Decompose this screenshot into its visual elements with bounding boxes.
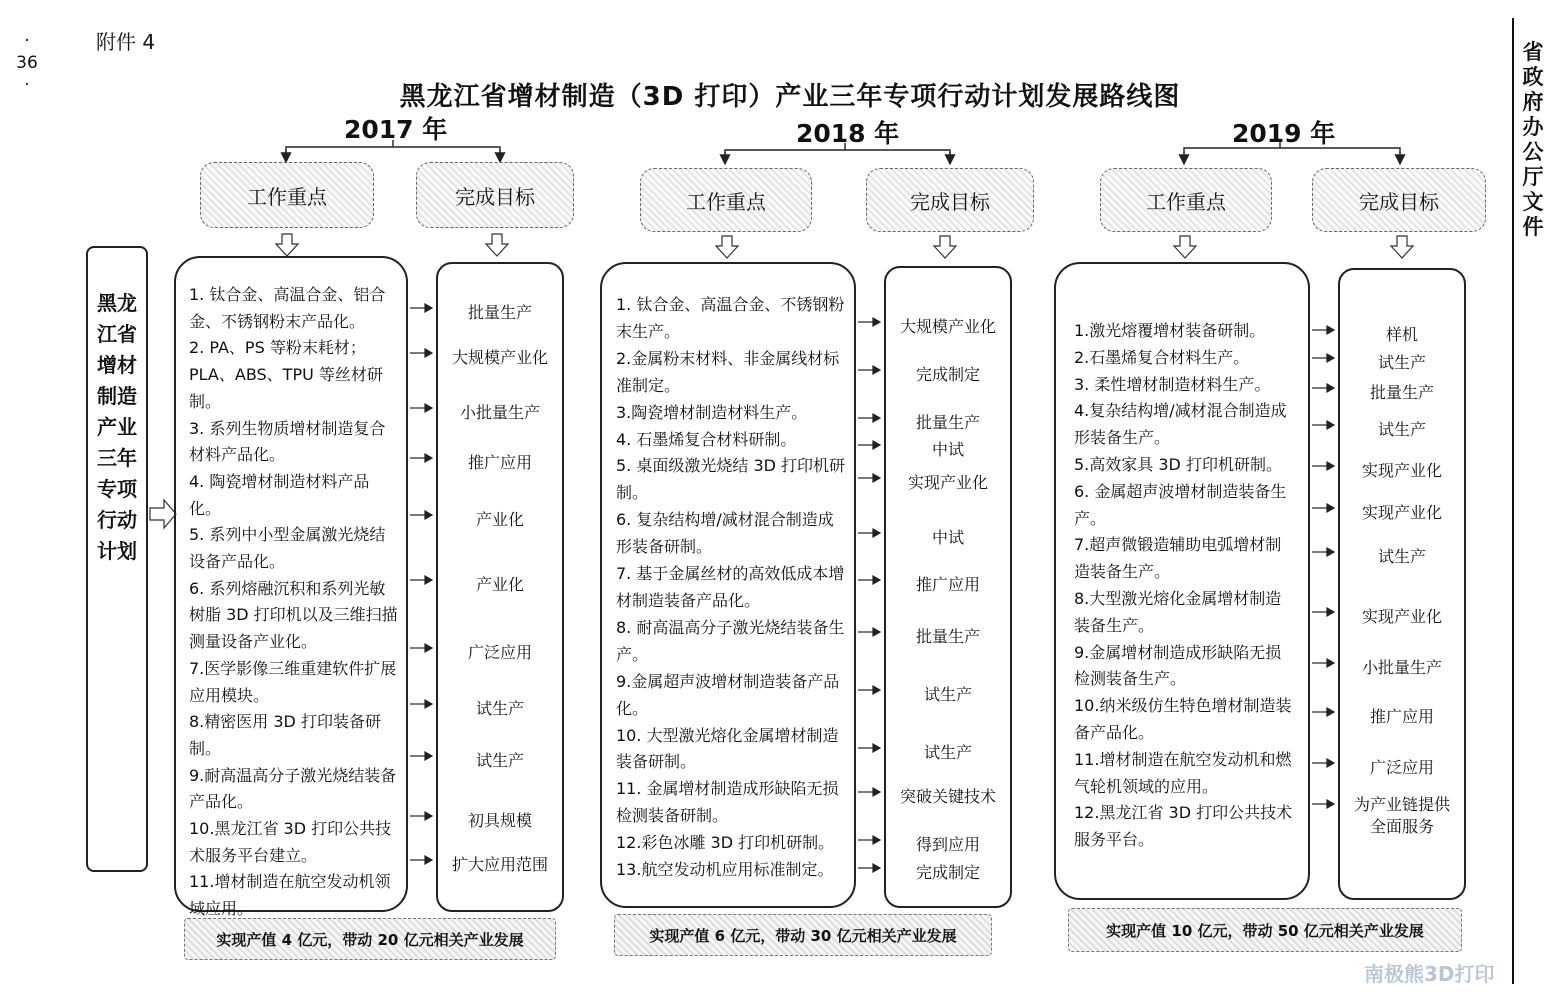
item-goal-arrowhead bbox=[873, 628, 880, 636]
goal-item: 批量生产 bbox=[467, 303, 532, 322]
year-label-2018: 2018 年 bbox=[796, 119, 900, 148]
goal-item: 推广应用 bbox=[1369, 707, 1434, 726]
item-goal-arrowhead bbox=[1327, 504, 1334, 512]
work-item: 11.增材制造在航空发动机和燃气轮机领域的应用。 bbox=[1074, 749, 1292, 796]
goal-item: 为产业链提供全面服务 bbox=[1353, 795, 1450, 836]
goal-item: 批量生产 bbox=[1369, 383, 1434, 402]
goal-item: 试生产 bbox=[475, 699, 524, 718]
work-item: 4. 石墨烯复合材料研制。 bbox=[616, 429, 797, 449]
work-focus-header-2019: 工作重点 bbox=[1100, 168, 1272, 232]
item-goal-arrowhead bbox=[873, 686, 880, 694]
item-goal-arrowhead bbox=[1327, 800, 1334, 808]
work-item: 9.耐高温高分子激光烧结装备产品化。 bbox=[189, 765, 397, 812]
item-goal-arrowhead bbox=[1327, 659, 1334, 667]
item-goal-arrowhead bbox=[425, 644, 432, 652]
work-item: 3.陶瓷增材制造材料生产。 bbox=[616, 402, 808, 422]
work-item: 3. 柔性增材制造材料生产。 bbox=[1074, 374, 1271, 394]
work-item: 4. 陶瓷增材制造材料产品化。 bbox=[189, 471, 370, 518]
item-goal-arrowhead bbox=[425, 856, 432, 864]
goal-item: 实现产业化 bbox=[1361, 461, 1442, 480]
plan-title-box: 黑龙江省增材制造产业三年专项行动计划 bbox=[86, 246, 148, 872]
item-goal-arrowhead bbox=[425, 454, 432, 462]
work-item: 13.航空发动机应用标准制定。 bbox=[616, 860, 834, 880]
work-item: 3. 系列生物质增材制造复合材料产品化。 bbox=[189, 418, 386, 465]
goal-item: 广泛应用 bbox=[467, 643, 532, 662]
work-item: 10. 大型激光熔化金属增材制造装备研制。 bbox=[616, 725, 839, 772]
goal-item: 得到应用 bbox=[915, 835, 980, 854]
goal-panel-2019 bbox=[1338, 268, 1466, 900]
goal-header-2019: 完成目标 bbox=[1312, 168, 1486, 232]
item-goal-arrowhead bbox=[1327, 354, 1334, 362]
goal-item: 产业化 bbox=[475, 510, 524, 529]
item-goal-arrowhead bbox=[1327, 708, 1334, 716]
item-goal-arrowhead bbox=[873, 474, 880, 482]
goal-item: 产业化 bbox=[475, 575, 524, 594]
work-item: 7.医学影像三维重建软件扩展应用模块。 bbox=[189, 658, 397, 705]
work-item: 7.超声微锻造辅助电弧增材制造装备生产。 bbox=[1074, 535, 1282, 582]
goal-panel-2018 bbox=[884, 266, 1012, 908]
work-item: 8.大型激光熔化金属增材制造装备生产。 bbox=[1074, 588, 1282, 635]
work-item: 1. 钛合金、高温合金、不锈钢粉末生产。 bbox=[616, 295, 845, 341]
goal-item: 试生产 bbox=[1377, 420, 1426, 439]
work-item: 11. 金属增材制造成形缺陷无损检测装备研制。 bbox=[616, 779, 839, 826]
work-item: 6. 系列熔融沉积和系列光敏树脂 3D 打印机以及三维扫描测量设备产业化。 bbox=[189, 578, 398, 652]
watermark: 南极熊3D打印 bbox=[1364, 962, 1495, 986]
work-item: 1. 钛合金、高温合金、铝合金、不锈钢粉末产品化。 bbox=[189, 285, 386, 331]
item-goal-arrowhead bbox=[1327, 384, 1334, 392]
work-item: 2. PA、PS 等粉末耗材；PLA、ABS、TPU 等丝材研制。 bbox=[189, 338, 383, 411]
goal-item: 大规模产业化 bbox=[451, 348, 548, 367]
goal-item: 试生产 bbox=[475, 751, 524, 770]
work-item: 7. 基于金属丝材的高效低成本增材制造装备产品化。 bbox=[616, 564, 845, 610]
goal-item: 试生产 bbox=[923, 743, 972, 762]
page-number: · 36 · bbox=[16, 31, 38, 95]
goal-item: 突破关键技术 bbox=[899, 787, 996, 806]
work-item: 6. 复杂结构增/减材混合制造成形装备研制。 bbox=[616, 510, 834, 557]
item-goal-arrowhead bbox=[873, 414, 880, 422]
item-goal-arrowhead bbox=[1327, 548, 1334, 556]
goal-item: 批量生产 bbox=[915, 413, 980, 432]
work-item: 2.金属粉末材料、非金属线材标准制定。 bbox=[616, 348, 840, 395]
work-item: 8.精密医用 3D 打印装备研制。 bbox=[189, 712, 381, 758]
goal-item: 批量生产 bbox=[915, 627, 980, 646]
year-label-2017: 2017 年 bbox=[344, 115, 448, 144]
work-focus-header-2017: 工作重点 bbox=[200, 162, 374, 228]
year-bracket-2018 bbox=[725, 150, 950, 158]
work-item: 5. 系列中小型金属激光烧结设备产品化。 bbox=[189, 525, 386, 572]
item-goal-arrowhead bbox=[873, 529, 880, 537]
work-item: 5. 桌面级激光烧结 3D 打印机研制。 bbox=[616, 456, 846, 503]
goal-item: 推广应用 bbox=[467, 453, 532, 472]
item-goal-arrowhead bbox=[873, 576, 880, 584]
attachment-label: 附件 4 bbox=[96, 30, 156, 54]
summary-2018: 实现产值 6 亿元，带动 30 亿元相关产业发展 bbox=[614, 914, 992, 956]
work-item: 1.激光熔覆增材装备研制。 bbox=[1074, 321, 1266, 340]
work-item: 9.金属超声波增材制造装备产品化。 bbox=[616, 671, 840, 718]
goal-item: 完成制定 bbox=[915, 365, 980, 384]
work-panel-2018 bbox=[600, 262, 856, 908]
goal-header-2017: 完成目标 bbox=[416, 162, 574, 228]
goal-item: 推广应用 bbox=[915, 575, 980, 594]
work-panel-2017 bbox=[174, 256, 408, 919]
page-title: 黑龙江省增材制造（3D 打印）产业三年专项行动计划发展路线图 bbox=[399, 82, 1181, 112]
item-goal-arrowhead bbox=[425, 812, 432, 820]
work-item: 11.增材制造在航空发动机领域应用。 bbox=[189, 872, 391, 919]
year-label-2019: 2019 年 bbox=[1232, 119, 1336, 148]
work-panel-2019 bbox=[1054, 262, 1310, 900]
item-goal-arrowhead bbox=[873, 788, 880, 796]
work-item: 12.彩色冰雕 3D 打印机研制。 bbox=[616, 833, 835, 853]
goal-item: 初具规模 bbox=[467, 811, 532, 830]
work-item: 10.纳米级仿生特色增材制造装备产品化。 bbox=[1074, 696, 1292, 742]
goal-item: 扩大应用范围 bbox=[451, 855, 548, 874]
item-goal-arrowhead bbox=[873, 864, 880, 872]
item-goal-arrowhead bbox=[873, 836, 880, 844]
goal-item: 广泛应用 bbox=[1369, 758, 1434, 777]
goal-item: 中试 bbox=[931, 440, 964, 459]
goal-item: 试生产 bbox=[1377, 353, 1426, 372]
summary-2017: 实现产值 4 亿元，带动 20 亿元相关产业发展 bbox=[184, 918, 556, 960]
side-header: 省政府办公厅文件 bbox=[1522, 40, 1544, 239]
item-goal-arrowhead bbox=[1327, 421, 1334, 429]
year-bracket-2017 bbox=[286, 147, 500, 160]
item-goal-arrowhead bbox=[425, 511, 432, 519]
item-goal-arrowhead bbox=[873, 318, 880, 326]
item-goal-arrowhead bbox=[1327, 608, 1334, 616]
summary-2019: 实现产值 10 亿元，带动 50 亿元相关产业发展 bbox=[1068, 908, 1462, 952]
work-item: 4.复杂结构增/减材混合制造成形装备生产。 bbox=[1074, 401, 1287, 448]
goal-item: 实现产业化 bbox=[1361, 503, 1442, 522]
goal-item: 实现产业化 bbox=[907, 473, 988, 492]
goal-item: 小批量生产 bbox=[1361, 658, 1442, 677]
item-goal-arrowhead bbox=[425, 576, 432, 584]
item-goal-arrowhead bbox=[873, 366, 880, 374]
work-item: 10.黑龙江省 3D 打印公共技术服务平台建立。 bbox=[189, 819, 392, 865]
goal-item: 完成制定 bbox=[915, 863, 980, 882]
work-focus-header-2018: 工作重点 bbox=[640, 168, 812, 232]
work-item: 8. 耐高温高分子激光烧结装备生产。 bbox=[616, 617, 845, 664]
work-item: 6. 金属超声波增材制造装备生产。 bbox=[1074, 481, 1287, 528]
item-goal-arrowhead bbox=[1327, 326, 1334, 334]
item-goal-arrowhead bbox=[873, 441, 880, 449]
item-goal-arrowhead bbox=[425, 349, 432, 357]
goal-panel-2017 bbox=[436, 262, 564, 912]
goal-item: 样机 bbox=[1385, 325, 1418, 344]
goal-item: 试生产 bbox=[1377, 547, 1426, 566]
item-goal-arrowhead bbox=[1327, 462, 1334, 470]
goal-item: 试生产 bbox=[923, 685, 972, 704]
item-goal-arrowhead bbox=[425, 304, 432, 312]
goal-item: 大规模产业化 bbox=[899, 317, 996, 336]
item-goal-arrowhead bbox=[425, 404, 432, 412]
goal-header-2018: 完成目标 bbox=[866, 168, 1034, 232]
work-item: 9.金属增材制造成形缺陷无损检测装备生产。 bbox=[1074, 642, 1282, 689]
goal-item: 实现产业化 bbox=[1361, 607, 1442, 626]
item-goal-arrowhead bbox=[1327, 759, 1334, 767]
goal-item: 中试 bbox=[931, 528, 964, 547]
work-item: 5.高效家具 3D 打印机研制。 bbox=[1074, 454, 1282, 474]
item-goal-arrowhead bbox=[425, 700, 432, 708]
goal-item: 小批量生产 bbox=[459, 403, 540, 422]
item-goal-arrowhead bbox=[873, 744, 880, 752]
work-item: 12.黑龙江省 3D 打印公共技术服务平台。 bbox=[1074, 803, 1293, 850]
item-goal-arrowhead bbox=[425, 752, 432, 760]
work-item: 2.石墨烯复合材料生产。 bbox=[1074, 347, 1250, 367]
